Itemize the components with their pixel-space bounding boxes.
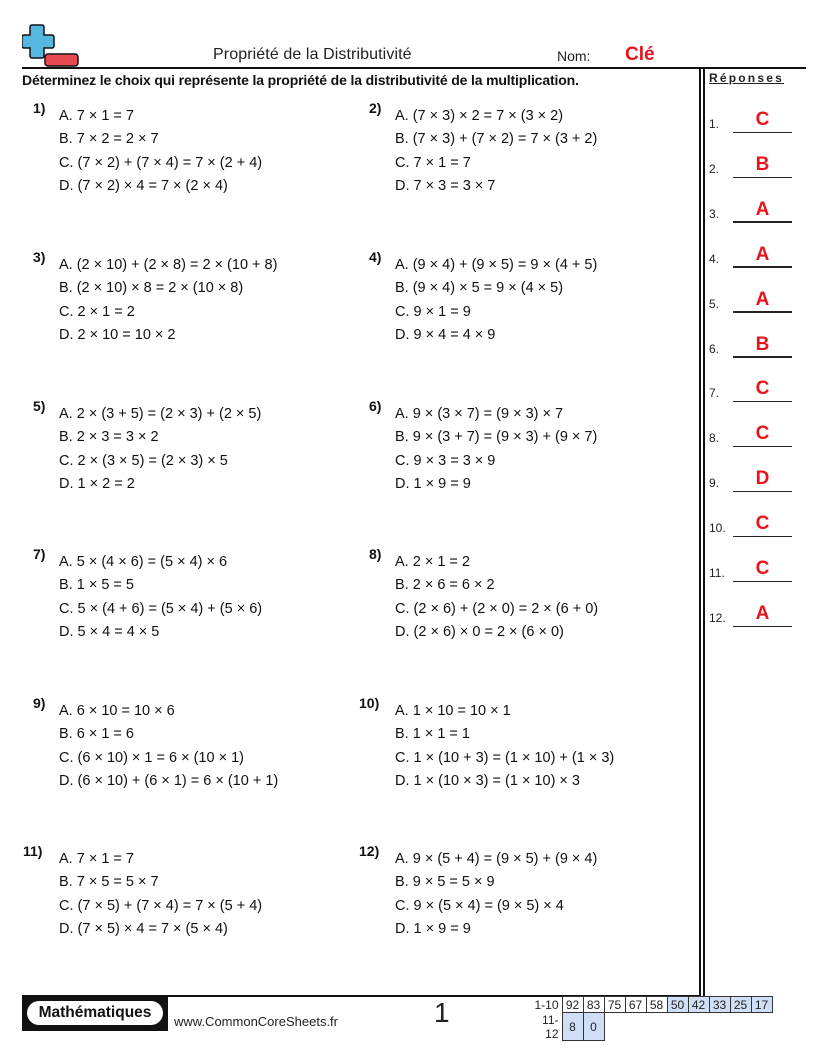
answer-blank-line (733, 132, 792, 133)
score-row (526, 997, 772, 1013)
problem-number: 5) (33, 398, 46, 414)
choice-b: B. 1 × 1 = 1 (395, 726, 470, 743)
choice-list (59, 551, 262, 644)
score-row-label: 1-10 (534, 997, 559, 1012)
choice-d: D. 2 × 10 = 10 × 2 (59, 326, 176, 343)
choice-d: D. (7 × 2) × 4 = 7 × (2 × 4) (59, 177, 228, 194)
score-cell: 25 (730, 997, 751, 1013)
problem-number: 1) (33, 100, 46, 116)
choice-c: C. 9 × (5 × 4) = (9 × 5) × 4 (395, 897, 564, 914)
score-row-label: 11-12 (542, 1012, 559, 1041)
score-row (526, 1013, 772, 1041)
answer-value: A (755, 602, 770, 624)
answer-blank-line (733, 446, 792, 447)
answer-row (709, 597, 799, 627)
score-cell: 75 (604, 997, 625, 1013)
choice-list (59, 254, 277, 347)
choice-list (59, 105, 262, 198)
answer-blank-line (733, 536, 792, 537)
score-cell: 33 (709, 997, 730, 1013)
choice-b: B. 2 × 3 = 3 × 2 (59, 429, 159, 446)
answer-number: 11. (709, 566, 725, 580)
answer-blank-line (733, 266, 792, 267)
choice-d: D. (7 × 5) × 4 = 7 × (5 × 4) (59, 920, 228, 937)
choice-d: D. 1 × 9 = 9 (395, 920, 471, 937)
problem-number: 4) (369, 249, 382, 265)
answer-blank-line (733, 626, 792, 627)
choice-a: A. 7 × 1 = 7 (59, 108, 134, 124)
answer-number: 7. (709, 386, 720, 401)
answer-number: 4. (709, 251, 720, 266)
answer-blank-line (733, 581, 792, 582)
answer-number: 6. (709, 341, 720, 356)
choice-c: C. (7 × 5) + (7 × 4) = 7 × (5 + 4) (59, 897, 263, 914)
answer-row (709, 238, 799, 268)
choice-a: A. 9 × (3 × 7) = (9 × 3) × 7 (395, 406, 564, 422)
answer-row (709, 328, 799, 358)
score-cell: 83 (583, 997, 604, 1013)
answer-number: 2. (709, 161, 720, 176)
choice-b: B. 1 × 5 = 5 (59, 577, 134, 594)
answers-column-divider (699, 67, 701, 996)
answer-row (709, 462, 799, 492)
answer-value: C (755, 109, 770, 130)
answer-row (709, 372, 799, 402)
choice-c: C. (6 × 10) × 1 = 6 × (10 × 1) (59, 749, 244, 766)
problem-number: 7) (33, 546, 46, 562)
choice-b: B. 2 × 6 = 6 × 2 (395, 577, 495, 594)
score-table (526, 996, 773, 1041)
answer-blank-line (733, 356, 792, 357)
choice-b: B. 9 × (3 + 7) = (9 × 3) + (9 × 7) (395, 429, 598, 446)
choice-list (395, 848, 597, 941)
choice-a: A. 7 × 1 = 7 (59, 851, 134, 867)
answer-value: D (755, 468, 770, 490)
answer-value: C (755, 378, 770, 400)
answer-value: C (755, 558, 770, 579)
choice-a: A. 6 × 10 = 10 × 6 (59, 703, 175, 719)
choice-d: D. (2 × 6) × 0 = 2 × (6 × 0) (395, 623, 564, 640)
answer-blank-line (733, 401, 792, 402)
answer-number: 9. (709, 476, 720, 491)
answer-number: 12. (709, 610, 726, 625)
choice-list (395, 403, 597, 496)
choice-c: C. (2 × 6) + (2 × 0) = 2 × (6 + 0) (395, 600, 599, 617)
choice-a: A. 1 × 10 = 10 × 1 (395, 703, 511, 719)
choice-b: B. 7 × 2 = 2 × 7 (59, 131, 159, 148)
problem-number: 8) (369, 546, 382, 562)
answer-row (709, 193, 799, 223)
name-value: Clé (625, 44, 655, 65)
answer-blank-line (733, 311, 792, 312)
worksheet-title: Propriété de la Distributivité (213, 46, 412, 63)
choice-d: D. 7 × 3 = 3 × 7 (395, 177, 496, 194)
choice-d: D. 1 × 9 = 9 (395, 475, 471, 492)
answers-title: Réponses (709, 71, 784, 85)
score-cell: 17 (751, 997, 772, 1013)
choice-c: C. 7 × 1 = 7 (395, 154, 471, 171)
choice-c: C. 5 × (4 + 6) = (5 × 4) + (5 × 6) (59, 600, 263, 617)
choice-d: D. 5 × 4 = 4 × 5 (59, 623, 160, 640)
score-cell: 8 (562, 1013, 583, 1041)
choice-b: B. 6 × 1 = 6 (59, 726, 134, 743)
problem-number: 6) (369, 398, 382, 414)
choice-d: D. (6 × 10) + (6 × 1) = 6 × (10 + 1) (59, 772, 279, 789)
answer-row (709, 148, 799, 178)
problem-number: 3) (33, 249, 46, 265)
problem-number: 9) (33, 695, 46, 711)
choice-d: D. 1 × (10 × 3) = (1 × 10) × 3 (395, 772, 580, 789)
choice-list (395, 254, 597, 347)
answer-value: A (755, 198, 770, 220)
brand-label: Mathématiques (27, 1001, 163, 1025)
answer-number: 10. (709, 521, 726, 536)
problem-number: 11) (23, 843, 43, 859)
instructions: Déterminez le choix qui représente la propriété de la distributivité de la multiplication. (22, 72, 579, 88)
choice-a: A. (9 × 4) + (9 × 5) = 9 × (4 + 5) (395, 257, 598, 273)
header-divider (22, 67, 806, 69)
choice-a: A. 9 × (5 + 4) = (9 × 5) + (9 × 4) (395, 851, 598, 867)
choice-list (395, 700, 614, 793)
choice-d: D. 1 × 2 = 2 (59, 475, 135, 492)
choice-c: C. 2 × (3 × 5) = (2 × 3) × 5 (59, 452, 228, 469)
answer-row (709, 283, 799, 313)
problem-number: 12) (359, 843, 380, 859)
problem-number: 2) (369, 100, 382, 116)
choice-a: A. 2 × (3 + 5) = (2 × 3) + (2 × 5) (59, 406, 262, 422)
plus-minus-logo-icon (22, 24, 80, 68)
answer-value: A (755, 243, 770, 265)
choice-a: A. (2 × 10) + (2 × 8) = 2 × (10 + 8) (59, 257, 278, 273)
answer-number: 3. (709, 206, 720, 221)
choice-a: A. (7 × 3) × 2 = 7 × (3 × 2) (395, 108, 564, 124)
choice-d: D. 9 × 4 = 4 × 9 (395, 326, 496, 343)
name-label: Nom: (557, 48, 591, 64)
choice-c: C. (7 × 2) + (7 × 4) = 7 × (2 + 4) (59, 154, 263, 171)
choice-b: B. 9 × 5 = 5 × 9 (395, 874, 495, 891)
score-cell: 58 (646, 997, 667, 1013)
score-cell: 92 (562, 997, 583, 1013)
score-cell: 50 (667, 997, 688, 1013)
choice-list (59, 403, 261, 496)
answer-value: C (755, 513, 770, 535)
choice-a: A. 2 × 1 = 2 (395, 554, 470, 570)
answer-number: 5. (709, 296, 720, 311)
answer-row (709, 103, 799, 133)
choice-list (59, 848, 262, 941)
answer-blank-line (733, 177, 792, 178)
problem-number: 10) (359, 695, 380, 711)
choice-list (395, 551, 598, 644)
choice-b: B. (2 × 10) × 8 = 2 × (10 × 8) (59, 280, 244, 297)
answer-row (709, 507, 799, 537)
answers-column-divider-inner (703, 67, 705, 996)
choice-c: C. 9 × 1 = 9 (395, 303, 471, 320)
answer-row (709, 552, 799, 582)
choice-c: C. 2 × 1 = 2 (59, 303, 135, 320)
answer-value: B (755, 153, 770, 175)
score-cell: 0 (583, 1013, 604, 1041)
choice-b: B. (7 × 3) + (7 × 2) = 7 × (3 + 2) (395, 131, 598, 148)
choice-list (395, 105, 597, 198)
choice-c: C. 9 × 3 = 3 × 9 (395, 452, 496, 469)
choice-a: A. 5 × (4 × 6) = (5 × 4) × 6 (59, 554, 228, 570)
score-cell: 67 (625, 997, 646, 1013)
answer-number: 1. (709, 117, 720, 131)
answer-blank-line (733, 221, 792, 222)
page-number: 1 (434, 997, 450, 1028)
answer-blank-line (733, 491, 792, 492)
score-cell: 42 (688, 997, 709, 1013)
answer-value: A (755, 288, 770, 310)
choice-list (59, 700, 278, 793)
choice-b: B. 7 × 5 = 5 × 7 (59, 874, 159, 891)
choice-b: B. (9 × 4) × 5 = 9 × (4 × 5) (395, 280, 564, 297)
choice-c: C. 1 × (10 + 3) = (1 × 10) + (1 × 3) (395, 749, 615, 766)
answer-value: C (755, 423, 770, 445)
answer-row (709, 417, 799, 447)
site-link[interactable]: www.CommonCoreSheets.fr (174, 1014, 338, 1029)
answer-number: 8. (709, 431, 720, 446)
answer-value: B (755, 333, 770, 355)
